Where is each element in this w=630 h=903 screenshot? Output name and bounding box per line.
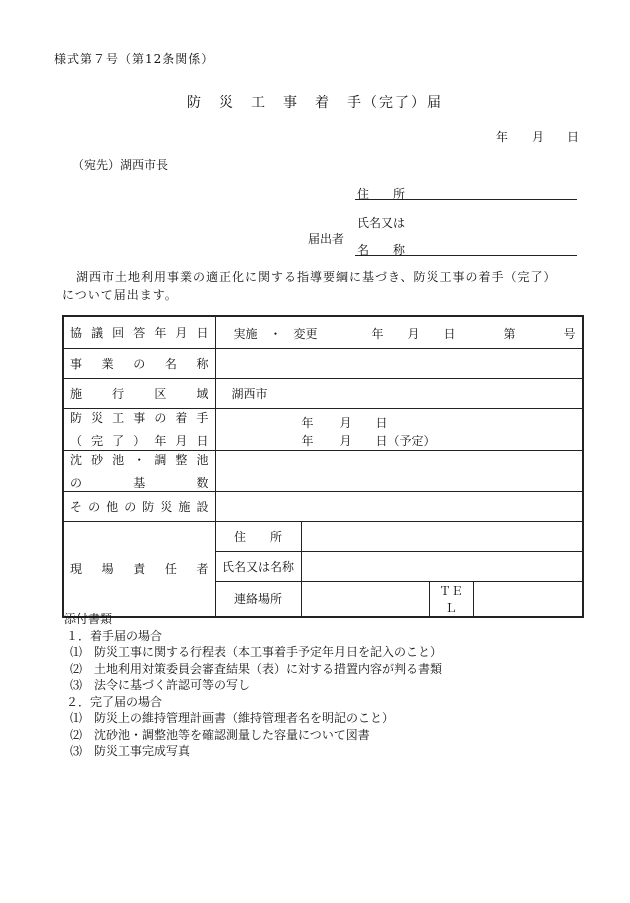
list-item: ⑶ 防災工事完成写真 xyxy=(70,744,191,758)
r4-year: 年 xyxy=(301,416,314,430)
row-other-facilities xyxy=(63,491,583,521)
cell-start-date[interactable] xyxy=(215,408,583,450)
list-item: ⑴ 防災工事に関する行程表（本工事着手予定年月日を記入のこと） xyxy=(70,645,443,659)
label-site-manager: 現場責任者 xyxy=(63,521,215,617)
cell-consultation-date[interactable] xyxy=(215,316,583,348)
label-start-date xyxy=(63,408,215,450)
r4-day-2: 日（予定） xyxy=(375,434,436,448)
cell-manager-address[interactable] xyxy=(301,521,583,551)
row-project-name xyxy=(63,348,583,378)
addressee: （宛先）湖西市長 xyxy=(72,158,169,172)
label-ponds-su: 数 xyxy=(196,475,209,490)
r4-day: 日 xyxy=(375,416,388,430)
r4-month: 月 xyxy=(339,416,352,430)
filer-address-label: 住 所 xyxy=(357,187,406,201)
attachments-section-2: ２．完了届の場合 xyxy=(66,694,163,709)
label-manager-address: 住 所 xyxy=(215,521,301,551)
label-ponds-ki: 基 xyxy=(133,475,146,490)
intro-paragraph: 湖西市土地利用事業の適正化に関する指導要綱に基づき、防災工事の着手（完了）について届出ます。 xyxy=(62,270,551,302)
r4-month-2: 月 xyxy=(339,434,352,448)
page-title: 防 災 工 事 着 手（完了）届 xyxy=(187,95,443,111)
list-item: ⑴ 防災上の維持管理計画書（維持管理者名を明記のこと） xyxy=(70,711,395,725)
area-value: 湖西市 xyxy=(231,386,268,401)
row-consultation-date xyxy=(63,316,583,348)
form-number: 様式第７号（第12条関係） xyxy=(54,52,215,66)
impl-change: 実施 ・ 変更 xyxy=(233,327,318,342)
list-item: ⑵ 土地利用対策委員会審査結果（表）に対する措置内容が判る書類 xyxy=(70,661,443,676)
date-month-label: 月 xyxy=(532,130,545,144)
date-year-label: 年 xyxy=(496,130,509,144)
row-start-date xyxy=(63,408,583,450)
cell-project-name[interactable] xyxy=(215,348,583,378)
r4-year-2: 年 xyxy=(301,434,314,448)
cell-manager-name[interactable] xyxy=(301,551,583,581)
list-item: ⑵ 沈砂池・調整池等を確認測量した容量について図書 xyxy=(70,727,370,742)
r1-go: 号 xyxy=(563,327,576,342)
label-tel: ＴＥＬ xyxy=(429,581,473,617)
filer-name-label-1: 氏名又は xyxy=(357,216,406,230)
label-start-date-1: 防災工事の着手 xyxy=(70,411,209,425)
attachments-heading: 添付書類 xyxy=(64,612,113,626)
label-manager-name: 氏名又は名称 xyxy=(215,551,301,581)
cell-other-facilities[interactable] xyxy=(215,491,583,521)
cell-area[interactable] xyxy=(215,378,583,408)
label-ponds xyxy=(63,450,215,491)
filer-name-line[interactable] xyxy=(355,255,577,256)
label-consultation-date: 協議回答年月日 xyxy=(63,316,215,348)
label-area: 施行区域 xyxy=(63,378,215,408)
r1-month: 月 xyxy=(407,327,420,342)
cell-ponds[interactable] xyxy=(215,450,583,491)
label-other-facilities: その他の防災施設 xyxy=(63,491,215,521)
label-ponds-1: 沈砂池・調整池 xyxy=(70,452,209,467)
filer-address-line[interactable] xyxy=(355,199,577,200)
label-project-name: 事業の名称 xyxy=(63,348,215,378)
filer-name-label-2: 名 称 xyxy=(357,243,406,257)
row-manager-address xyxy=(63,521,583,551)
r1-dai: 第 xyxy=(503,327,516,342)
attachments xyxy=(64,611,584,760)
r1-year: 年 xyxy=(371,327,384,342)
label-ponds-no: の xyxy=(70,475,83,490)
attachments-section-1: １．着手届の場合 xyxy=(66,628,163,643)
r1-day: 日 xyxy=(443,327,456,342)
label-start-date-2: （完了）年月日 xyxy=(70,434,209,448)
date-day-label: 日 xyxy=(567,130,580,144)
notification-table xyxy=(62,315,584,618)
filer-label: 届出者 xyxy=(308,232,345,246)
row-area xyxy=(63,378,583,408)
label-manager-contact: 連絡場所 xyxy=(215,581,301,617)
list-item: ⑶ 法令に基づく許認可等の写し xyxy=(70,678,251,692)
row-ponds xyxy=(63,450,583,491)
